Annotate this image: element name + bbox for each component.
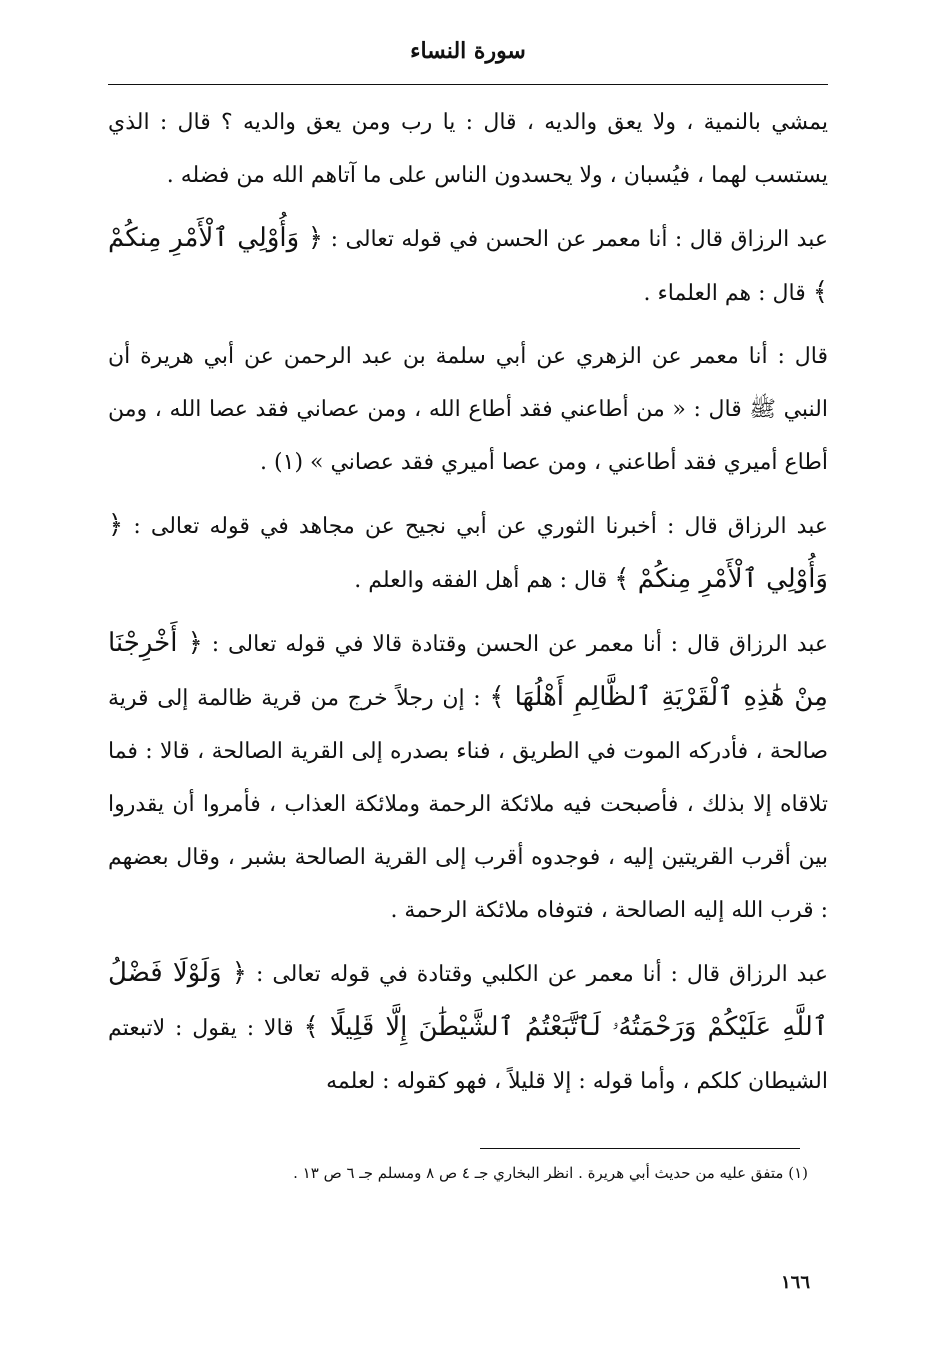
paragraph-text: قال : أنا معمر عن الزهري عن أبي سلمة بن عبد الرحمن عن أبي هريرة أن النبي ﷺ قال : « من أطاعني فقد أطاع الله ، ومن عصاني فقد عصا الله ، ومن أطاع أميري فقد أطاعني ، ومن عصا أميري فقد عصاني » (١) .: [108, 344, 828, 475]
paragraph-text: عبد الرزاق قال : أنا معمر عن الحسن في قوله تعالى :: [330, 227, 828, 252]
main-text: [108, 96, 828, 1118]
page-number: ١٦٦: [780, 1272, 810, 1293]
footnote-rule: [480, 1148, 800, 1149]
footnote: (١) متفق عليه من حديث أبي هريرة . انظر البخاري جـ ٤ ص ٨ ومسلم جـ ٦ ص ١٣ .: [293, 1164, 808, 1182]
paragraph-text: قال : هم أهل الفقه والعلم .: [354, 568, 608, 593]
paragraph-text: عبد الرزاق قال : أنا معمر عن الكلبي وقتادة في قوله تعالى :: [255, 962, 829, 987]
quran-verse: ﴿ وَأُوْلِي ٱلْأَمْرِ مِنكُمْ ﴾: [108, 223, 828, 307]
paragraph-2: [108, 212, 828, 320]
paragraph-6: [108, 947, 828, 1108]
header-rule: [108, 84, 828, 85]
paragraph-5: [108, 617, 828, 937]
page-title: سورة النساء: [410, 38, 526, 64]
quran-verse: ﴿ أَخْرِجْنَا مِنْ هَٰذِهِ ٱلْقَرْيَةِ ٱلظَّالِمِ أَهْلُهَا ﴾: [108, 628, 828, 712]
paragraph-text: : إن رجلاً خرج من قرية ظالمة إلى قرية صالحة ، فأدركه الموت في الطريق ، فناء بصدره إلى القرية الصالحة ، قالا : فما تلاقاه إلا بذلك ، فأصبحت فيه ملائكة الرحمة وملائكة العذاب ، فأمروا أن يقدروا بين أقرب القريتين إليه ، فوجدوه أقرب إلى القرية الصالحة بشبر ، وقال بعضهم : قرب الله إليه الصالحة ، فتوفاه ملائكة الرحمة .: [108, 686, 828, 923]
quran-verse: ﴿ وَأُوْلِي ٱلْأَمْرِ مِنكُمْ ﴾: [108, 510, 828, 594]
paragraph-1: [108, 96, 828, 202]
paragraph-text: قالا : يقول : لاتبعتم الشيطان كلكم ، وأما قوله : إلا قليلاً ، فهو كقوله : لعلمه: [108, 1016, 828, 1094]
paragraph-text: عبد الرزاق قال : أخبرنا الثوري عن أبي نجيح عن مجاهد في قوله تعالى :: [133, 514, 828, 539]
paragraph-text: قال : هم العلماء .: [643, 281, 806, 306]
quran-verse: ﴿ وَلَوْلَا فَضْلُ ٱللَّهِ عَلَيْكُمْ وَرَحْمَتُهُۥ لَٱتَّبَعْتُمُ ٱلشَّيْطَٰنَ إِلَّا قَلِيلًا ﴾: [108, 958, 828, 1042]
paragraph-3: [108, 330, 828, 489]
paragraph-text: عبد الرزاق قال : أنا معمر عن الحسن وقتادة قالا في قوله تعالى :: [211, 632, 829, 657]
paragraph-4: [108, 499, 828, 607]
paragraph-text: يمشي بالنمية ، ولا يعق والديه ، قال : يا رب ومن يعق والديه ؟ قال : الذي يستسب لهما ، فيُسبان ، ولا يحسدون الناس على ما آتاهم الله من فضله .: [108, 110, 828, 188]
